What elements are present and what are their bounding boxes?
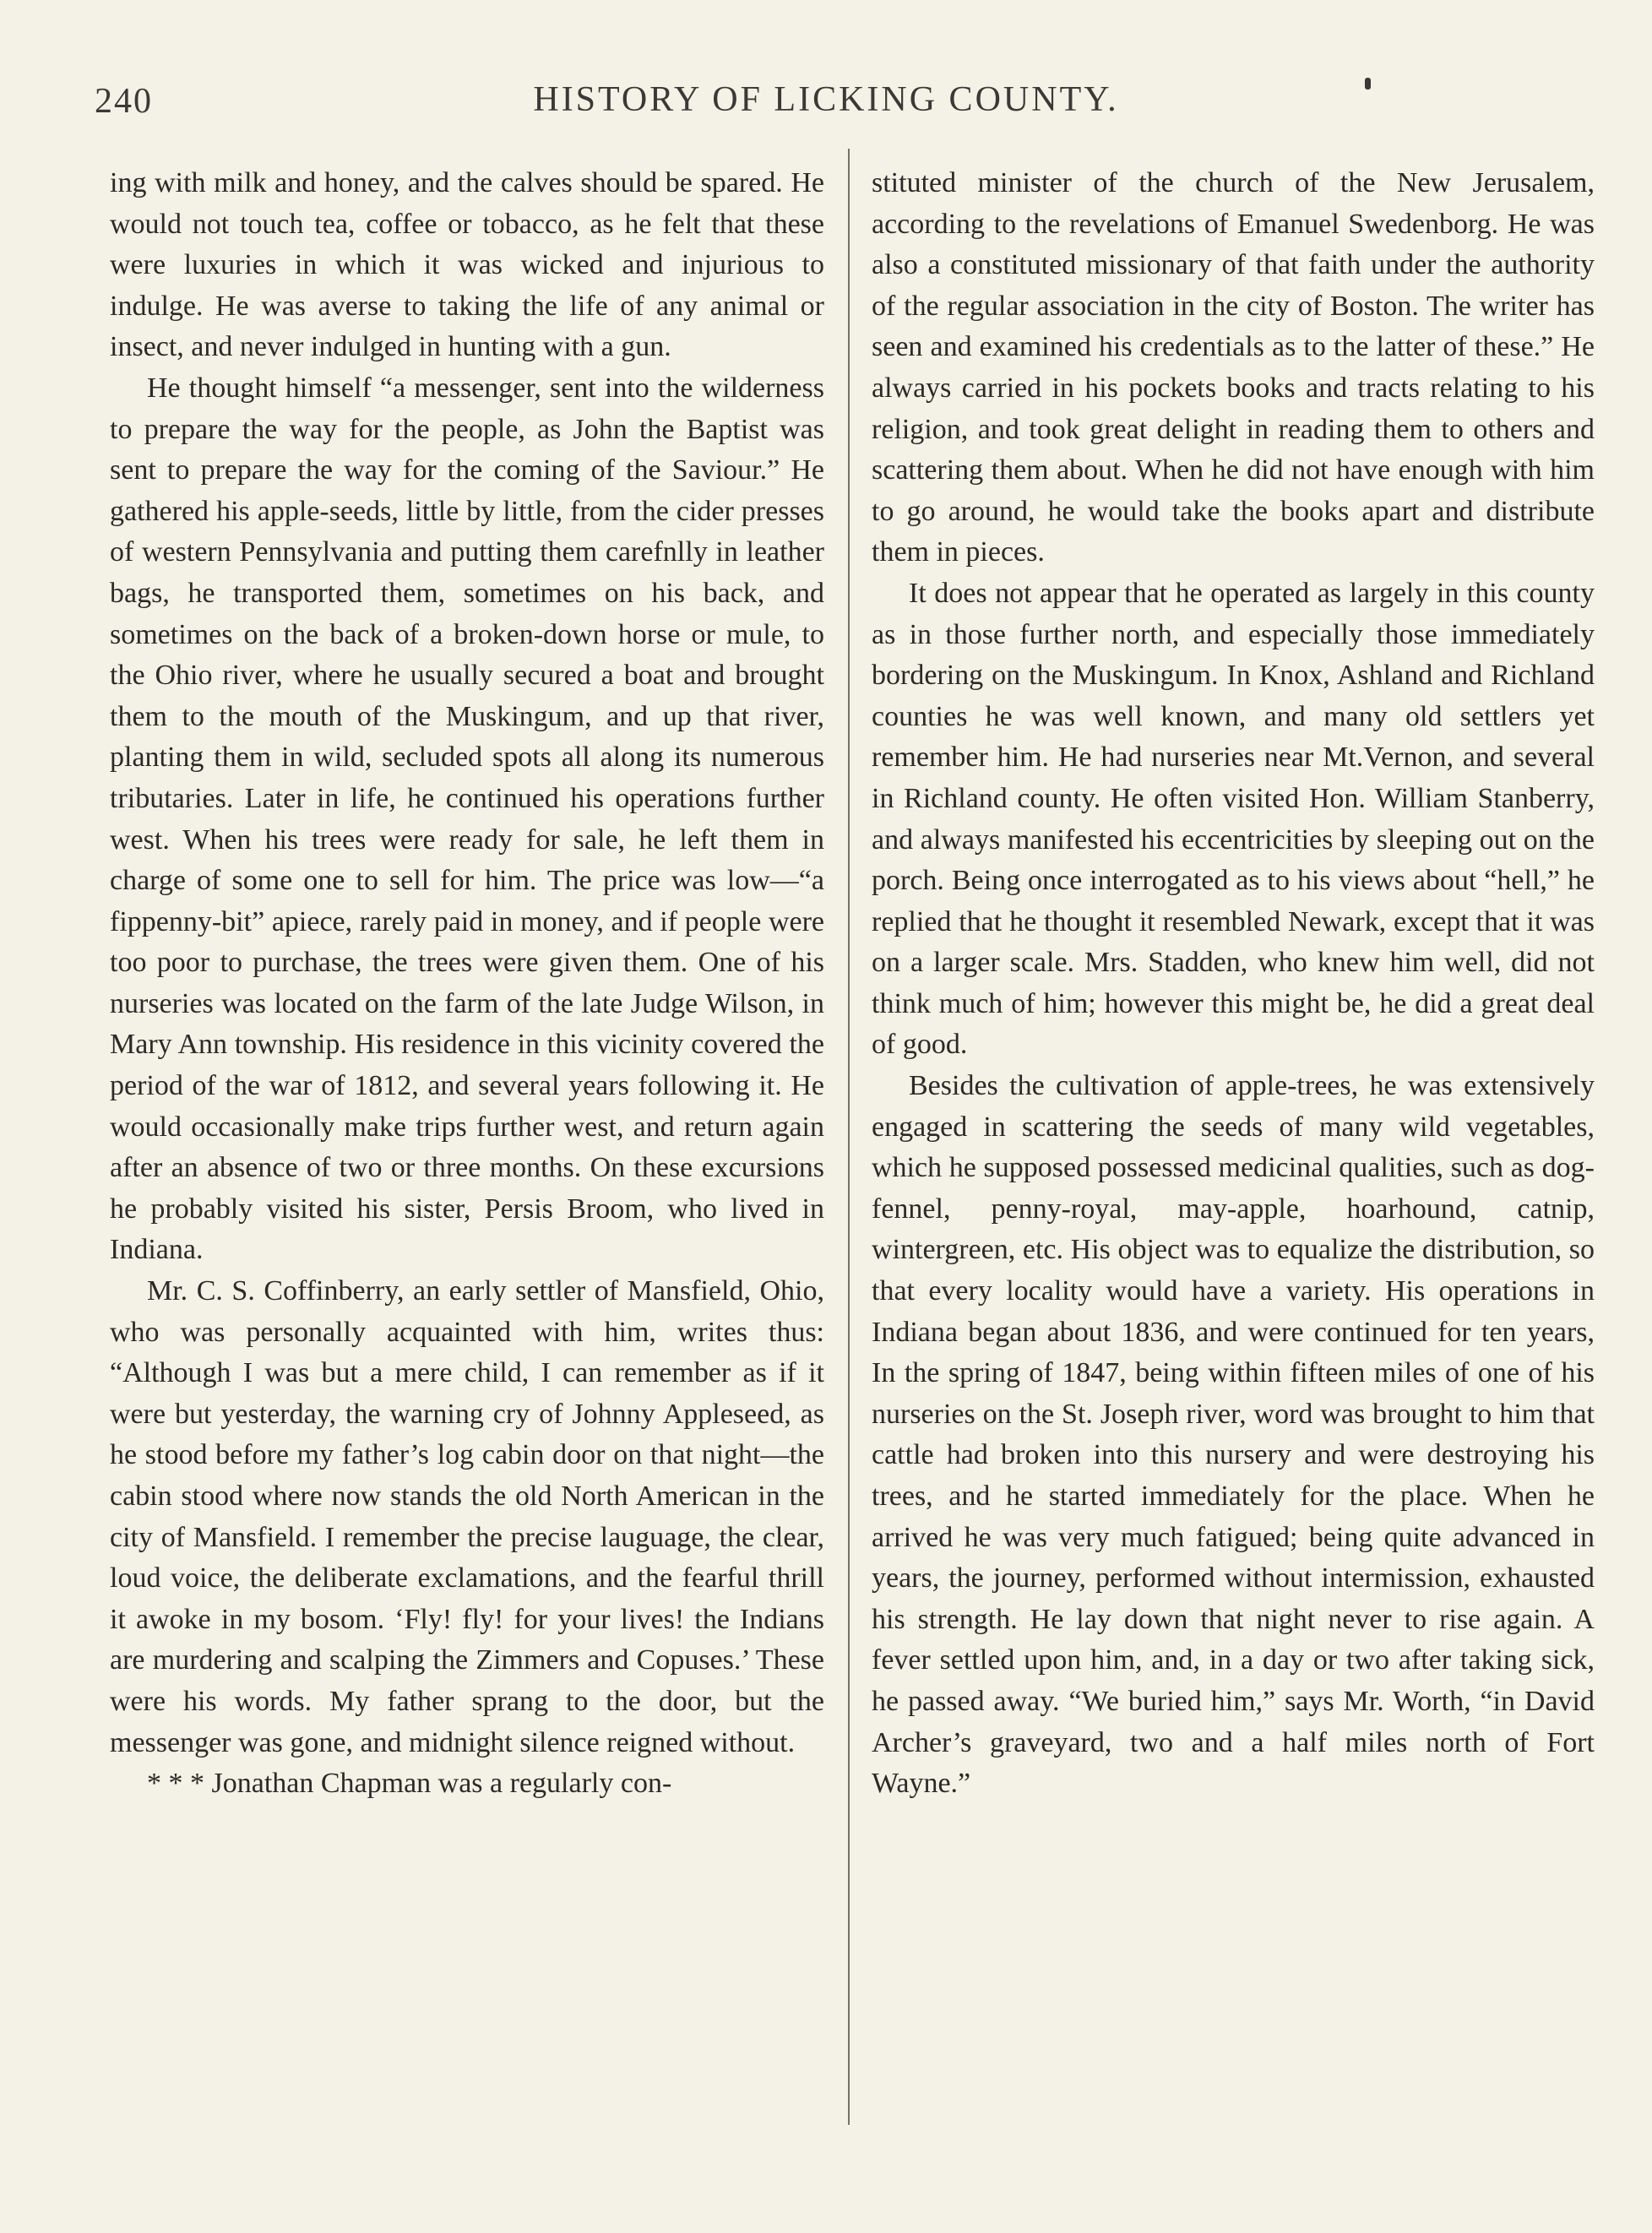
left-column: [110, 163, 824, 1805]
column-divider: [848, 149, 850, 2125]
paragraph: stituted minister of the church of the New Jerusalem, according to the revelations of Emanuel Swedenborg. He was also a constituted missionary of that faith under the authority of the regular association in the city of Boston. The writer has seen and examined his credentials as to the latter of these.” He always carried in his pockets books and tracts relating to his religion, and took great delight in reading them to others and scattering them about. When he did not have enough with him to go around, he would take the books apart and distribute them in pieces.: [872, 167, 1595, 568]
paragraph: Mr. C. S. Coffinberry, an early settler of Mansfield, Ohio, who was personally acquainted with him, writes thus: “Although I was but a mere child, I can remember as if it were but yesterday, the warning cry of Johnny Appleseed, as he stood before my father’s log cabin door on that night—the cabin stood where now stands the old North American in the city of Mansfield. I remember the precise lauguage, the clear, loud voice, the deliberate exclamations, and the fearful thrill it awoke in my bosom. ‘Fly! fly! for your lives! the Indians are murdering and scalping the Zimmers and Copuses.’ These were his words. My father sprang to the door, but the messenger was gone, and midnight silence reigned without.: [110, 1275, 824, 1758]
ink-blot: [1365, 78, 1371, 90]
right-column: [872, 163, 1595, 1805]
paragraph: Besides the cultivation of apple-trees, he was extensively engaged in scattering the seeds of many wild vegetables, which he supposed possessed medicinal qualities, such as dog-fennel, penny-royal, may-apple, hoarhound, catnip, wintergreen, etc. His object was to equalize the distribution, so that every locality would have a variety. His operations in Indiana began about 1836, and were continued for ten years, In the spring of 1847, being within fifteen miles of one of his nurseries on the St. Joseph river, word was brought to him that cattle had broken into this nursery and were destroying his trees, and he started immediately for the place. When he arrived he was very much fatigued; being quite advanced in years, the journey, performed without intermission, exhausted his strength. He lay down that night never to rise again. A fever settled upon him, and, in a day or two after taking sick, he passed away. “We buried him,” says Mr. Worth, “in David Archer’s graveyard, two and a half miles north of Fort Wayne.”: [872, 1070, 1595, 1800]
running-title: HISTORY OF LICKING COUNTY.: [533, 80, 1119, 119]
paragraph: It does not appear that he operated as largely in this county as in those further north, and especially those immediately bordering on the Muskingum. In Knox, Ashland and Richland counties he was well known, and many old settlers yet remember him. He had nurseries near Mt.Vernon, and several in Richland county. He often visited Hon. William Stanberry, and always manifested his eccentricities by sleeping out on the porch. Being once interrogated as to his views about “hell,” he replied that he thought it resembled Newark, except that it was on a larger scale. Mrs. Stadden, who knew him well, did not think much of him; however this might be, he did a great deal of good.: [872, 577, 1595, 1061]
paragraph: * * * Jonathan Chapman was a regularly con-: [147, 1768, 672, 1800]
paragraph: ing with milk and honey, and the calves should be spared. He would not touch tea, coffee or tobacco, as he felt that these were luxuries in which it was wicked and injurious to indulge. He was averse to taking the life of any animal or insect, and never indulged in hunting with a gun.: [110, 167, 824, 363]
page-number: 240: [95, 82, 153, 121]
paragraph: He thought himself “a messenger, sent into the wilderness to prepare the way for the people, as John the Baptist was sent to prepare the way for the coming of the Saviour.” He gathered his apple-seeds, little by little, from the cider presses of western Pennsylvania and putting them carefnlly in leather bags, he transported them, sometimes on his back, and sometimes on the back of a broken-down horse or mule, to the Ohio river, where he usually secured a boat and brought them to the mouth of the Muskingum, and up that river, planting them in wild, secluded spots all along its numerous tributaries. Later in life, he continued his operations further west. When his trees were ready for sale, he left them in charge of some one to sell for him. The price was low—“a fippenny-bit” apiece, rarely paid in money, and if people were too poor to purchase, the trees were given them. One of his nurseries was located on the farm of the late Judge Wilson, in Mary Ann township. His residence in this vicinity covered the period of the war of 1812, and several years following it. He would occasionally make trips further west, and return again after an absence of two or three months. On these excursions he probably visited his sister, Persis Broom, who lived in Indiana.: [110, 372, 824, 1266]
